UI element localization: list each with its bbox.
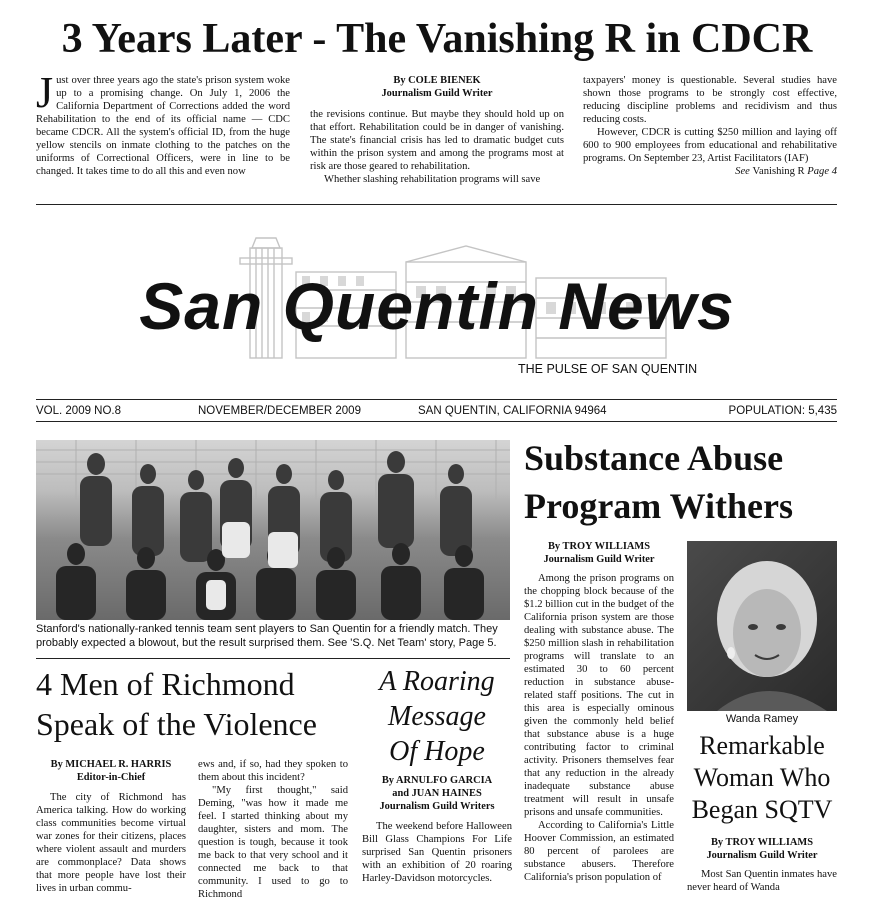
roaring-headline-line2: Message [388,701,486,732]
wanda-headline-line1: Remarkable [699,731,825,760]
population: POPULATION: 5,435 [728,405,837,417]
richmond-headline-line1: 4 Men of Richmond [36,666,295,702]
issue-date: NOVEMBER/DECEMBER 2009 [198,405,361,417]
roaring-text: The weekend before Halloween Bill Glass Champions For Life surprised San Quentin prisoners with an exhibition of 20 roaring Harley-Davidson motorcycles. [362,821,512,884]
drop-cap: J [36,68,54,117]
substance-col [524,540,674,884]
jump-page: Page 4 [807,166,837,177]
top-byline-name: By COLE BIENEK [393,75,481,86]
wanda-headline-line3: Began SQTV [691,795,833,824]
top-story-col3-p1: taxpayers' money is questionable. Several studies have shown those programs to be strongly cost effective, reducing discipline problems and recidivism and thus reducing costs. [583,75,837,125]
top-byline-role: Journalism Guild Writer [381,88,493,99]
wanda-text: Most San Quentin inmates have never heard of Wanda [687,869,837,893]
tennis-team-photo [36,440,510,620]
photo-caption: Stanford's nationally-ranked tennis team sent players to San Quentin for a friendly match. They probably expected a blowout, but the result surprised them. See 'S.Q. Net Team' story, Page 5. [36,623,498,649]
wanda-caption: Wanda Ramey [725,713,799,725]
top-story-jump[interactable] [583,165,837,178]
substance-headline-line1: Substance Abuse [524,438,784,478]
richmond-col2-p1: ews and, if so, had they spoken to them about this incident? [198,759,348,783]
wanda-ramey-photo [687,541,837,711]
top-story-col1-text: ust over three years ago the state's prison system woke up to a promising change. On July 1, 2006 the California Department of Corrections added the word Rehabilitation to the end of its official name — CDC became CDCR. All the system's official ID, from the huge yellow stencils on inmate clothing to the patches on the uniforms of Correctional Officers, were in line to be changed. It takes time to do all this and even now [36,75,290,177]
top-story-col2 [310,74,564,186]
roaring-headline-line1: A Roaring [379,666,495,697]
wanda-headline [682,730,842,826]
wanda-byline-role: Journalism Guild Writer [706,850,818,861]
masthead-rule-bottom [36,421,837,422]
masthead-rule-top [36,399,837,400]
wanda-headline-line2: Woman Who [693,763,831,792]
top-story-col1 [36,68,290,178]
masthead-info-bar [36,403,837,419]
top-divider [36,204,837,205]
substance-byline-name: By TROY WILLIAMS [547,541,650,552]
roaring-headline-line3: Of Hope [389,736,485,767]
volume: VOL. 2009 NO.8 [36,405,122,417]
richmond-col2-p2: "My first thought," said Deming, "was how it made me feel. I started thinking about my daughter, sisters and mom. The question is tough, because it took me back to that very school and it connected me back to that community. I used to go to Richmond [198,785,348,900]
richmond-byline-role: Editor-in-Chief [76,772,146,783]
top-headline: 3 Years Later - The Vanishing R in CDCR [61,16,813,62]
jump-see: See [735,166,750,177]
roaring-col [362,774,512,885]
substance-p2: According to California's Little Hoover Commission, an estimated 80 percent of parolees are substance abusers. Therefore California's prison population of [524,820,674,883]
substance-byline-role: Journalism Guild Writer [543,554,655,565]
richmond-col1-text: The city of Richmond has America talking. How do working class communities become virtual war zones for their citizens, places where violent assault and murders are commonplace? Data shows that more people have lost their lives in urban commu- [36,792,186,894]
wanda-col [687,836,837,894]
substance-headline [524,434,844,530]
top-story-col2-p1: the revisions continue. But maybe they should hold up on that effort. Rehabilitation could be in danger of vanishing. The state's financial crisis has led to dramatic budget cuts within the prison system and among the programs most at risk are those geared to rehabilitation. [310,109,564,172]
substance-headline-line2: Program Withers [524,486,793,526]
richmond-col2 [198,758,348,901]
roaring-byline-name1: By ARNULFO GARCIA [381,775,493,786]
masthead-tagline: THE PULSE OF SAN QUENTIN [518,362,698,376]
richmond-byline-name: By MICHAEL R. HARRIS [50,759,172,770]
location: SAN QUENTIN, CALIFORNIA 94964 [418,405,607,417]
richmond-headline [36,664,366,744]
richmond-headline-line2: Speak of the Violence [36,706,317,742]
wanda-byline-name: By TROY WILLIAMS [710,837,813,848]
richmond-col1 [36,758,186,895]
top-story-col3 [583,74,837,178]
substance-p1: Among the prison programs on the chopping block because of the $1.2 billion cut in the budget of the California prison system are those dealing with substance abuse. The $250 million slash in rehabilitation programs will translate to an estimated 30 to 60 percent reduction in substance abuse-related staff positions. The cut in this area is especially ominous given the commonly held belief that substance abuse is a huge contributing factor to criminal activity. Prisoners themselves fear that any reduction in the already inadequate substance abuse treatment will result in unsafe prisons and unsafe communities. [524,573,674,818]
roaring-byline-name2: and JUAN HAINES [392,788,482,799]
masthead-title: San Quentin News [139,269,735,343]
top-story-col2-p2: Whether slashing rehabilitation programs will save [324,174,541,185]
top-story-col3-p2: However, CDCR is cutting $250 million and laying off 600 to 900 employees from educational and rehabilitative programs. On September 23, Artist Facilitators (IAF) [583,127,837,164]
roaring-headline [362,664,512,769]
jump-text: Vanishing R [752,166,805,177]
caption-divider [36,658,510,659]
roaring-byline-role: Journalism Guild Writers [379,801,495,812]
